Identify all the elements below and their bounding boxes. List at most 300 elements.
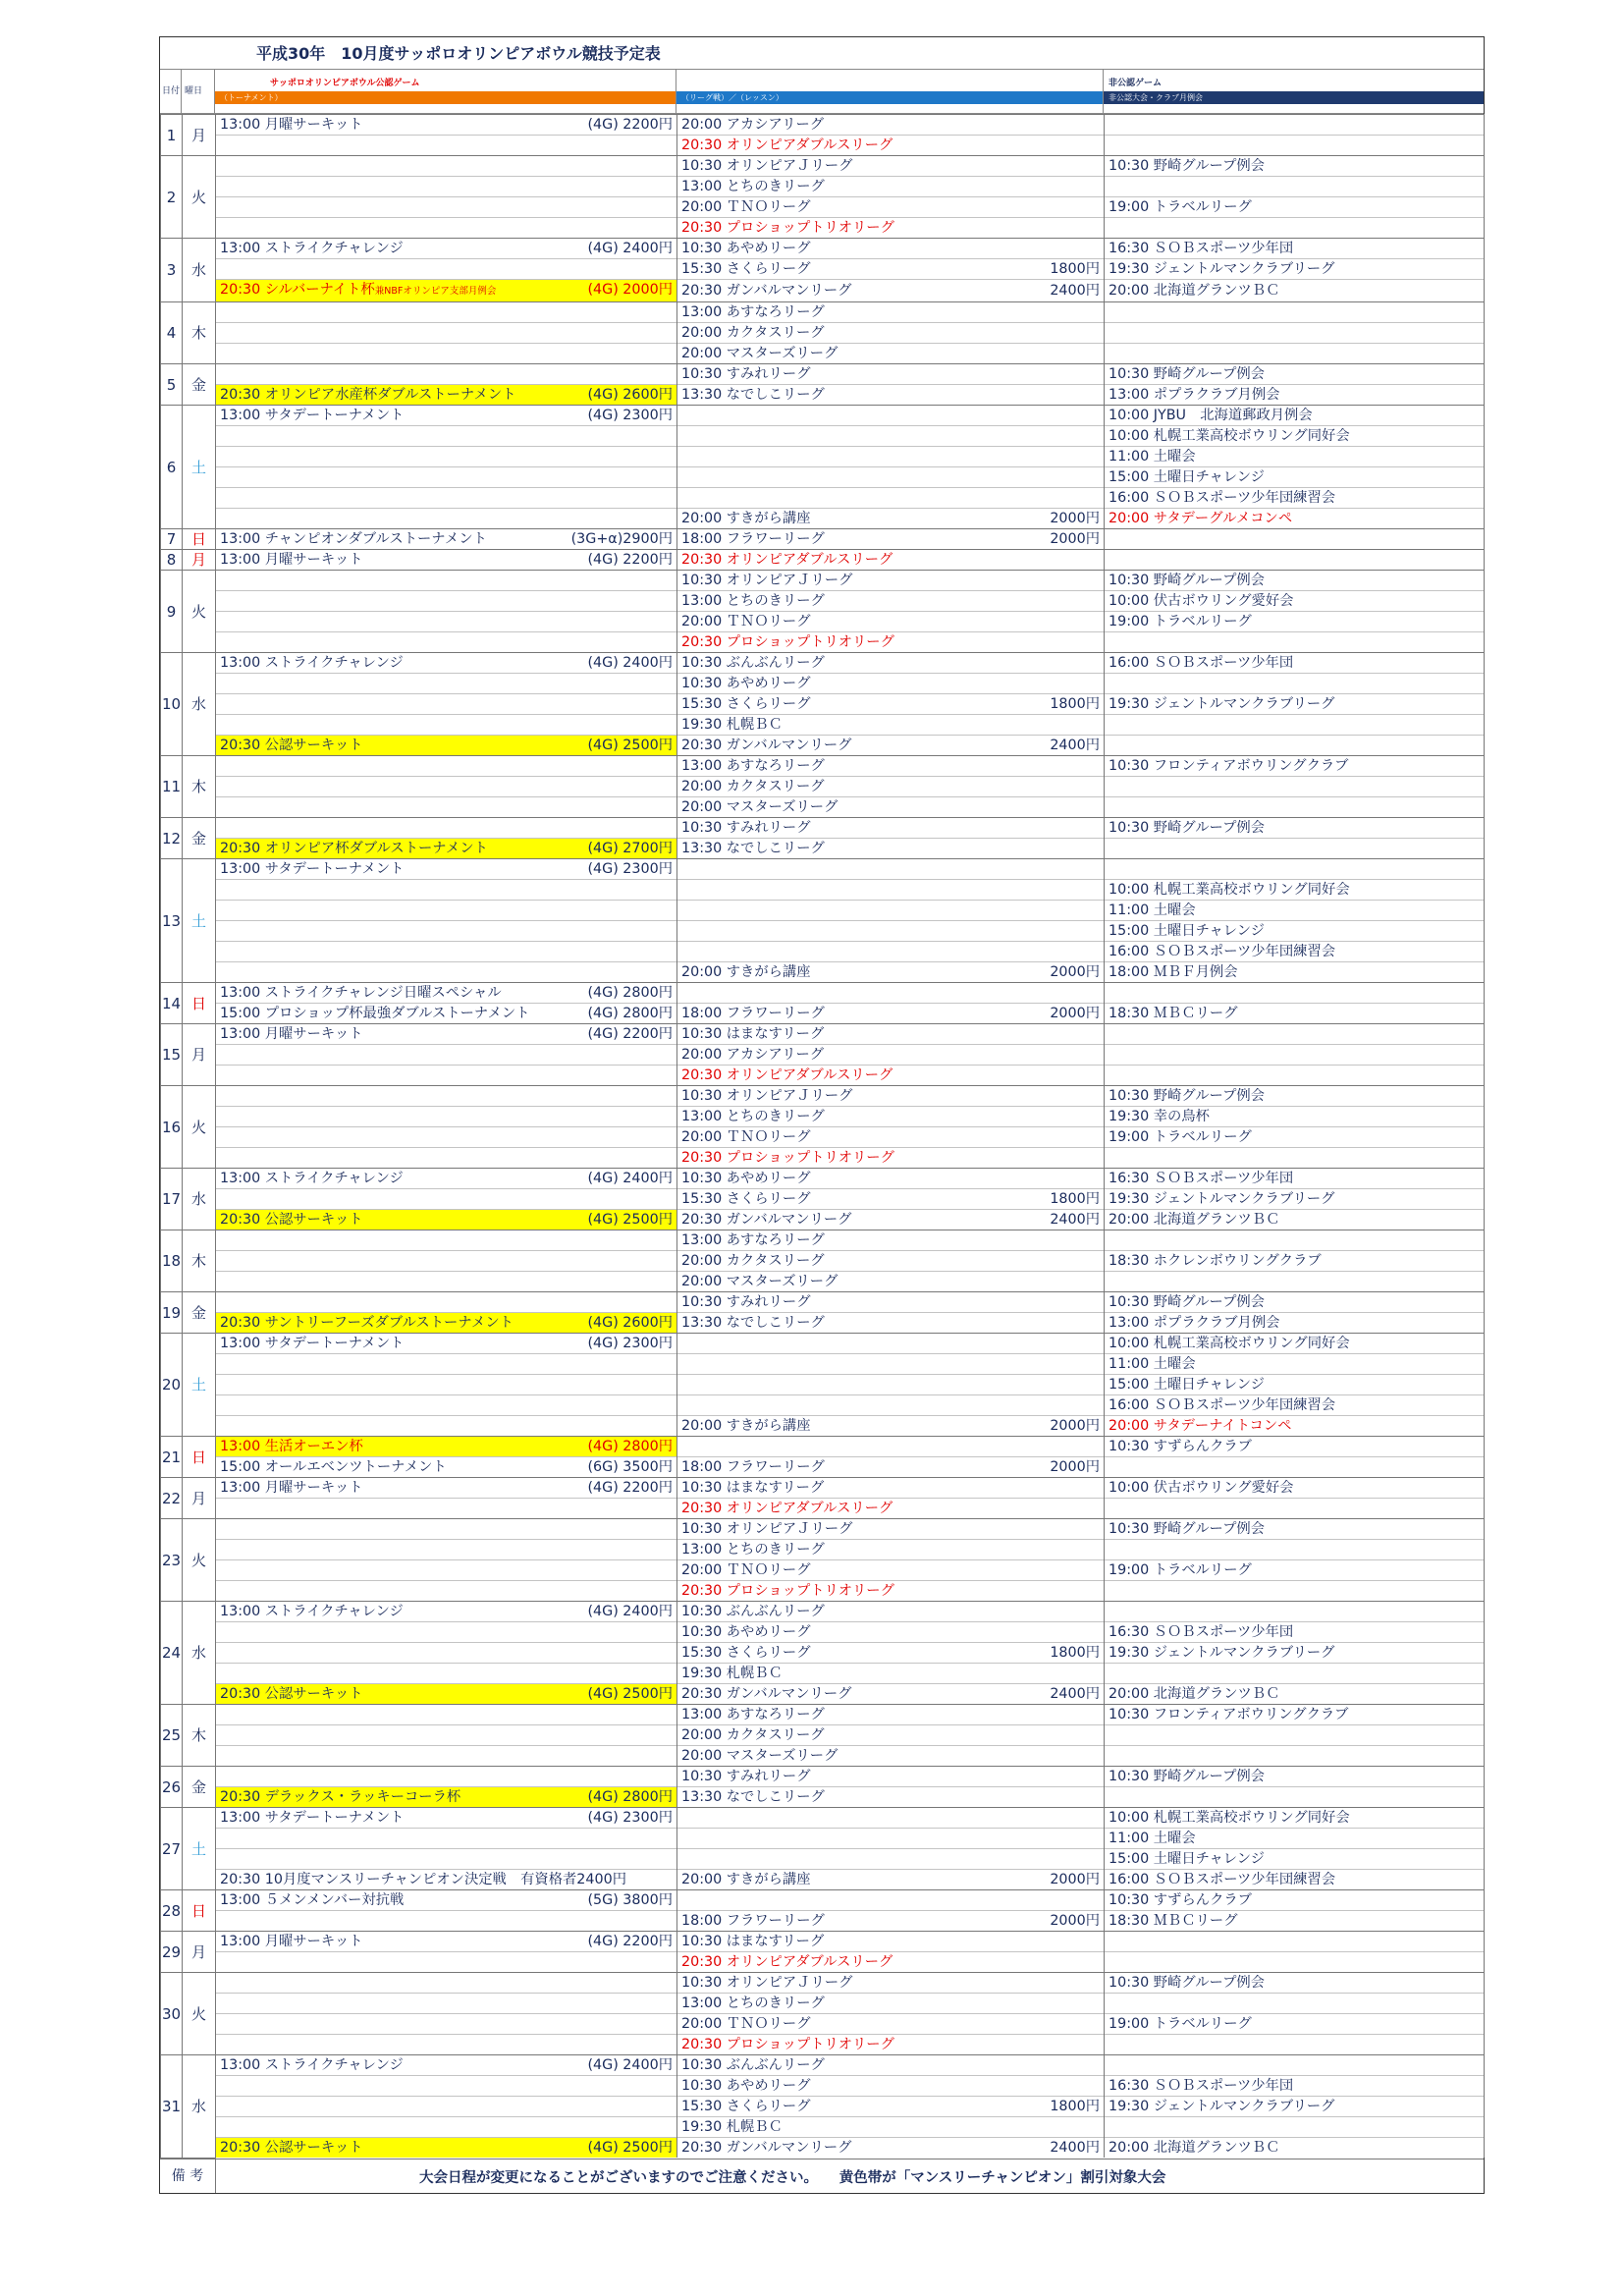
unofficial-cell	[1105, 1581, 1485, 1602]
event-name: 15:30 さくらリーグ	[681, 696, 811, 712]
event-name: 20:00 北海道グランツＢＣ	[1109, 1686, 1280, 1702]
league-cell	[677, 1334, 1105, 1354]
unofficial-cell	[1105, 1334, 1485, 1354]
league-cell	[677, 839, 1105, 859]
event-price: 2400円	[1050, 1212, 1100, 1228]
league-cell	[677, 1767, 1105, 1787]
schedule-row	[161, 1437, 1485, 1457]
schedule-row	[161, 467, 1485, 488]
unofficial-cell	[1105, 674, 1485, 694]
league-cell	[677, 797, 1105, 818]
league-cell	[677, 1066, 1105, 1086]
tournament-cell	[216, 406, 677, 426]
league-cell	[677, 239, 1105, 259]
event-name: 11:00 土曜会	[1109, 449, 1196, 465]
league-cell	[677, 1952, 1105, 1973]
event-name: 10:00 札幌工業高校ボウリング同好会	[1109, 882, 1350, 898]
tournament-cell	[216, 2117, 677, 2138]
event-name: 19:30 ジェントルマンクラブリーグ	[1109, 1645, 1335, 1661]
unofficial-cell	[1105, 1354, 1485, 1375]
event-name: 10:30 オリンピアＪリーグ	[681, 1975, 853, 1991]
date-cell: 4	[161, 302, 183, 364]
schedule-row	[161, 156, 1485, 177]
event-name: 20:00 アカシアリーグ	[681, 117, 825, 133]
tournament-cell	[216, 962, 677, 983]
event-price: 2000円	[1050, 1459, 1100, 1475]
unofficial-cell	[1105, 529, 1485, 550]
tournament-cell	[216, 1230, 677, 1251]
league-cell	[677, 1849, 1105, 1870]
unofficial-sub-label: 非公認大会・クラブ月例会	[1104, 91, 1484, 104]
event-name: 20:30 公認サーキット	[220, 1212, 363, 1228]
schedule-row	[161, 1643, 1485, 1664]
league-cell	[677, 259, 1105, 280]
event-name: 10:30 すずらんクラブ	[1109, 1892, 1252, 1908]
schedule-row	[161, 591, 1485, 612]
event-name: 19:30 ジェントルマンクラブリーグ	[1109, 261, 1335, 277]
tournament-cell	[216, 1395, 677, 1416]
schedule-row	[161, 1499, 1485, 1519]
unofficial-cell	[1105, 1829, 1485, 1849]
schedule-row	[161, 1911, 1485, 1932]
event-name: 20:00 マスターズリーグ	[681, 1274, 839, 1289]
unofficial-cell	[1105, 1808, 1485, 1829]
event-name: 10:00 伏古ボウリング愛好会	[1109, 1480, 1294, 1496]
unofficial-cell	[1105, 1148, 1485, 1169]
event-name: 10:30 フロンティアボウリングクラブ	[1109, 758, 1349, 774]
unofficial-cell	[1105, 385, 1485, 406]
event-name: 10:30 オリンピアＪリーグ	[681, 1521, 853, 1537]
event-name: 13:00 月曜サーキット	[220, 552, 363, 568]
tournament-cell	[216, 983, 677, 1004]
league-cell	[677, 302, 1105, 323]
unofficial-cell	[1105, 1127, 1485, 1148]
event-name: 18:30 ホクレンボウリングクラブ	[1109, 1253, 1322, 1269]
league-cell	[677, 1004, 1105, 1024]
unofficial-cell	[1105, 259, 1485, 280]
league-cell	[677, 509, 1105, 529]
event-price: (4G) 2500円	[587, 1686, 673, 1702]
schedule-row	[161, 2097, 1485, 2117]
league-cell	[677, 385, 1105, 406]
date-cell: 14	[161, 983, 183, 1024]
event-name: 13:00 とちのきリーグ	[681, 179, 825, 194]
league-cell	[677, 218, 1105, 239]
schedule-row	[161, 942, 1485, 962]
league-cell	[677, 1292, 1105, 1313]
league-cell	[677, 1994, 1105, 2014]
tournament-cell	[216, 1870, 677, 1890]
event-name: 20:30 ガンバルマンリーグ	[681, 283, 852, 299]
unofficial-cell	[1105, 962, 1485, 983]
unofficial-cell	[1105, 797, 1485, 818]
tournament-cell	[216, 839, 677, 859]
league-cell	[677, 1189, 1105, 1210]
schedule-row	[161, 529, 1485, 550]
event-name: 10:30 野崎グループ例会	[1109, 158, 1265, 174]
league-cell	[677, 2076, 1105, 2097]
schedule-body	[161, 115, 1485, 2159]
event-name: 13:00 チャンピオンダブルストーナメント	[220, 531, 487, 547]
tournament-cell	[216, 1705, 677, 1725]
event-price: (4G) 2800円	[587, 1006, 673, 1021]
league-cell	[677, 136, 1105, 156]
event-name: 19:30 札幌ＢＣ	[681, 717, 783, 733]
unofficial-cell	[1105, 1189, 1485, 1210]
event-name: 20:30 オリンピアダブルスリーグ	[681, 1501, 893, 1516]
tournament-cell	[216, 550, 677, 571]
event-name: 13:00 とちのきリーグ	[681, 593, 825, 609]
league-cell	[677, 1787, 1105, 1808]
event-name: 20:00 アカシアリーグ	[681, 1047, 825, 1063]
official-games-label: サッポロオリンピアボウル公認ゲーム	[270, 79, 420, 88]
unofficial-cell	[1105, 942, 1485, 962]
tournament-cell	[216, 1375, 677, 1395]
event-name: 20:30 公認サーキット	[220, 2140, 363, 2156]
event-name: 10:30 野崎グループ例会	[1109, 1769, 1265, 1784]
schedule-row	[161, 1622, 1485, 1643]
tournament-cell	[216, 901, 677, 921]
event-name: 10:30 はまなすリーグ	[681, 1026, 825, 1042]
unofficial-cell	[1105, 1602, 1485, 1622]
weekday-cell: 土	[183, 1808, 216, 1890]
schedule-row	[161, 694, 1485, 715]
league-cell	[677, 901, 1105, 921]
tournament-cell	[216, 1334, 677, 1354]
schedule-row	[161, 797, 1485, 818]
league-cell	[677, 736, 1105, 756]
unofficial-cell	[1105, 2117, 1485, 2138]
league-cell	[677, 591, 1105, 612]
unofficial-cell	[1105, 901, 1485, 921]
date-cell: 8	[161, 550, 183, 571]
schedule-row	[161, 1602, 1485, 1622]
event-name: 10:30 野崎グループ例会	[1109, 366, 1265, 382]
league-cell	[677, 488, 1105, 509]
schedule-row	[161, 406, 1485, 426]
league-cell	[677, 1643, 1105, 1664]
league-cell	[677, 674, 1105, 694]
schedule-row	[161, 1024, 1485, 1045]
tournament-cell	[216, 571, 677, 591]
event-price: (5G) 3800円	[587, 1892, 673, 1908]
event-name: 10:30 あやめリーグ	[681, 2078, 811, 2094]
unofficial-cell	[1105, 1457, 1485, 1478]
event-name: 16:30 ＳＯＢスポーツ少年団	[1109, 2078, 1294, 2094]
tournament-cell	[216, 1313, 677, 1334]
schedule-row	[161, 280, 1485, 302]
tournament-cell	[216, 777, 677, 797]
event-name: 19:00 トラベルリーグ	[1109, 199, 1252, 215]
event-name: 10:30 はまなすリーグ	[681, 1480, 825, 1496]
tournament-cell	[216, 1911, 677, 1932]
date-cell: 12	[161, 818, 183, 859]
league-cell	[677, 1272, 1105, 1292]
schedule-row	[161, 1354, 1485, 1375]
weekday-cell: 金	[183, 1767, 216, 1808]
league-cell	[677, 2097, 1105, 2117]
schedule-row	[161, 715, 1485, 736]
tournament-cell	[216, 1045, 677, 1066]
date-cell: 15	[161, 1024, 183, 1086]
event-price: 2000円	[1050, 1913, 1100, 1929]
schedule-row	[161, 1787, 1485, 1808]
unofficial-cell	[1105, 364, 1485, 385]
league-cell	[677, 983, 1105, 1004]
event-name: 20:30 オリンピアダブルスリーグ	[681, 1954, 893, 1970]
unofficial-cell	[1105, 280, 1485, 302]
tournament-cell	[216, 1519, 677, 1540]
unofficial-cell	[1105, 1849, 1485, 1870]
weekday-cell: 火	[183, 1973, 216, 2055]
league-label: （リーグ戦）／（レッスン）	[676, 91, 1103, 104]
schedule-row	[161, 1746, 1485, 1767]
unofficial-cell	[1105, 218, 1485, 239]
event-price: 2400円	[1050, 283, 1100, 299]
event-name: 10:30 野崎グループ例会	[1109, 1294, 1265, 1310]
weekday-cell: 火	[183, 1519, 216, 1602]
weekday-cell: 金	[183, 364, 216, 406]
event-name: 19:30 ジェントルマンクラブリーグ	[1109, 696, 1335, 712]
event-name: 10:30 野崎グループ例会	[1109, 1088, 1265, 1104]
event-name: 10:30 野崎グループ例会	[1109, 1521, 1265, 1537]
league-cell	[677, 1602, 1105, 1622]
event-name: 18:00 フラワーリーグ	[681, 1006, 825, 1021]
league-cell	[677, 1932, 1105, 1952]
unofficial-cell	[1105, 2076, 1485, 2097]
event-name: 16:00 ＳＯＢスポーツ少年団	[1109, 655, 1294, 671]
event-name: 10:30 オリンピアＪリーグ	[681, 1088, 853, 1104]
tournament-cell	[216, 880, 677, 901]
event-name: 10:30 すみれリーグ	[681, 1769, 811, 1784]
event-name: 19:00 トラベルリーグ	[1109, 2016, 1252, 2032]
event-name: 13:00 サタデートーナメント	[220, 861, 405, 877]
event-name: 10:30 すみれリーグ	[681, 820, 811, 836]
league-column-header	[676, 70, 1104, 113]
event-name: 13:00 ストライクチャレンジ	[220, 241, 404, 256]
tournament-cell	[216, 756, 677, 777]
event-name: 13:00 ストライクチャレンジ日曜スペシャル	[220, 985, 502, 1001]
schedule-row	[161, 1457, 1485, 1478]
league-cell	[677, 1519, 1105, 1540]
schedule-row	[161, 1952, 1485, 1973]
event-price: 2000円	[1050, 1006, 1100, 1021]
event-name: 20:30 オリンピアダブルスリーグ	[681, 137, 893, 153]
weekday-cell: 水	[183, 653, 216, 756]
league-cell	[677, 942, 1105, 962]
event-name: 20:30 ガンバルマンリーグ	[681, 1686, 852, 1702]
league-cell	[677, 1890, 1105, 1911]
schedule-row	[161, 1684, 1485, 1705]
tournament-cell	[216, 1849, 677, 1870]
weekday-cell: 木	[183, 1230, 216, 1292]
schedule-row	[161, 197, 1485, 218]
event-name: 13:00 とちのきリーグ	[681, 1995, 825, 2011]
tournament-cell	[216, 385, 677, 406]
event-price: (4G) 2800円	[587, 985, 673, 1001]
event-price: (4G) 2400円	[587, 655, 673, 671]
event-price: (4G) 2400円	[587, 1171, 673, 1186]
weekday-cell: 日	[183, 1437, 216, 1478]
unofficial-cell	[1105, 1437, 1485, 1457]
date-cell: 27	[161, 1808, 183, 1890]
schedule-row	[161, 818, 1485, 839]
event-name: 20:00 カクタスリーグ	[681, 779, 825, 794]
event-name: 13:30 なでしこリーグ	[681, 387, 825, 403]
unofficial-cell	[1105, 1560, 1485, 1581]
unofficial-cell	[1105, 447, 1485, 467]
schedule-row	[161, 364, 1485, 385]
league-cell	[677, 1313, 1105, 1334]
tournament-cell	[216, 1086, 677, 1107]
event-name: 20:30 10月度マンスリーチャンピオン決定戦 有資格者2400円	[220, 1872, 626, 1887]
tournament-cell	[216, 942, 677, 962]
tournament-cell	[216, 1602, 677, 1622]
event-name: 20:00 ＴＮＯリーグ	[681, 1129, 811, 1145]
tournament-cell	[216, 1973, 677, 1994]
league-cell	[677, 1127, 1105, 1148]
event-price: (4G) 2200円	[587, 117, 673, 133]
schedule-row	[161, 1560, 1485, 1581]
schedule-row	[161, 1272, 1485, 1292]
league-cell	[677, 1829, 1105, 1849]
unofficial-cell	[1105, 1973, 1485, 1994]
event-name: 19:00 トラベルリーグ	[1109, 1562, 1252, 1578]
tournament-cell	[216, 1540, 677, 1560]
event-name: 15:00 土曜日チャレンジ	[1109, 1377, 1265, 1393]
unofficial-cell	[1105, 632, 1485, 653]
tournament-cell	[216, 1994, 677, 2014]
tournament-cell	[216, 323, 677, 344]
event-price: (4G) 2600円	[587, 1315, 673, 1331]
unofficial-cell	[1105, 1499, 1485, 1519]
tournament-cell	[216, 447, 677, 467]
event-name: 20:00 カクタスリーグ	[681, 1253, 825, 1269]
schedule-row	[161, 1334, 1485, 1354]
event-name: 10:30 すずらんクラブ	[1109, 1439, 1252, 1454]
date-cell: 7	[161, 529, 183, 550]
schedule-row	[161, 488, 1485, 509]
schedule-row	[161, 426, 1485, 447]
weekday-cell: 月	[183, 1024, 216, 1086]
event-name: 18:30 ＭＢＣリーグ	[1109, 1006, 1238, 1021]
weekday-cell: 日	[183, 1890, 216, 1932]
league-cell	[677, 2117, 1105, 2138]
schedule-row	[161, 612, 1485, 632]
event-name: 15:30 さくらリーグ	[681, 261, 811, 277]
unofficial-cell	[1105, 880, 1485, 901]
schedule-row	[161, 1808, 1485, 1829]
date-cell: 16	[161, 1086, 183, 1169]
unofficial-cell	[1105, 1313, 1485, 1334]
event-name: 19:30 幸の鳥杯	[1109, 1109, 1210, 1124]
unofficial-games-label: 非公認ゲーム	[1109, 79, 1163, 88]
event-price: 1800円	[1050, 2099, 1100, 2114]
tournament-cell	[216, 218, 677, 239]
league-cell	[677, 880, 1105, 901]
unofficial-cell	[1105, 818, 1485, 839]
event-name: 13:00 とちのきリーグ	[681, 1109, 825, 1124]
date-cell: 19	[161, 1292, 183, 1334]
tournament-cell	[216, 1272, 677, 1292]
league-cell	[677, 632, 1105, 653]
event-price: (4G) 2200円	[587, 552, 673, 568]
league-cell	[677, 962, 1105, 983]
unofficial-cell	[1105, 1024, 1485, 1045]
event-name: 13:00 月曜サーキット	[220, 117, 363, 133]
tournament-label: （トーナメント）	[215, 91, 676, 104]
date-cell: 21	[161, 1437, 183, 1478]
tournament-cell	[216, 921, 677, 942]
schedule-row	[161, 880, 1485, 901]
league-cell	[677, 1911, 1105, 1932]
schedule-row	[161, 1870, 1485, 1890]
schedule-row	[161, 653, 1485, 674]
unofficial-cell	[1105, 1643, 1485, 1664]
event-price: (4G) 2200円	[587, 1480, 673, 1496]
event-name: 20:00 すきがら講座	[681, 1418, 811, 1434]
tournament-cell	[216, 488, 677, 509]
unofficial-cell	[1105, 302, 1485, 323]
league-cell	[677, 1045, 1105, 1066]
event-name: 19:00 トラベルリーグ	[1109, 614, 1252, 629]
schedule-row	[161, 1189, 1485, 1210]
tournament-cell	[216, 364, 677, 385]
event-price: (4G) 2400円	[587, 1604, 673, 1619]
table-header	[160, 70, 1484, 114]
unofficial-cell	[1105, 756, 1485, 777]
event-price: (4G) 2400円	[587, 2057, 673, 2073]
league-cell	[677, 323, 1105, 344]
league-cell	[677, 1107, 1105, 1127]
schedule-row	[161, 2055, 1485, 2076]
event-name: 10:30 すみれリーグ	[681, 1294, 811, 1310]
event-name: 19:30 札幌ＢＣ	[681, 1666, 783, 1681]
league-cell	[677, 1746, 1105, 1767]
event-name: 10:30 あやめリーグ	[681, 676, 811, 691]
event-name: 16:00 ＳＯＢスポーツ少年団練習会	[1109, 490, 1336, 506]
event-price: (4G) 2200円	[587, 1026, 673, 1042]
schedule-row	[161, 736, 1485, 756]
event-price: 1800円	[1050, 1191, 1100, 1207]
event-name: 20:00 サタデーグルメコンペ	[1109, 511, 1293, 526]
weekday-cell: 水	[183, 1602, 216, 1705]
event-name: 15:30 さくらリーグ	[681, 1191, 811, 1207]
event-name: 10:00 JYBU 北海道郵政月例会	[1109, 408, 1313, 423]
unofficial-cell	[1105, 239, 1485, 259]
event-name: 20:30 公認サーキット	[220, 1686, 363, 1702]
date-cell: 9	[161, 571, 183, 653]
unofficial-cell	[1105, 467, 1485, 488]
event-price: 2000円	[1050, 531, 1100, 547]
event-name: 15:00 土曜日チャレンジ	[1109, 469, 1265, 485]
event-name: 20:00 すきがら講座	[681, 964, 811, 980]
event-name: 11:00 土曜会	[1109, 1831, 1196, 1846]
event-price: (4G) 2800円	[587, 1439, 673, 1454]
event-name: 20:00 北海道グランツＢＣ	[1109, 1212, 1280, 1228]
event-name: 10:30 オリンピアＪリーグ	[681, 158, 853, 174]
schedule-row	[161, 1725, 1485, 1746]
schedule-row	[161, 571, 1485, 591]
league-cell	[677, 756, 1105, 777]
event-price: 2400円	[1050, 738, 1100, 753]
league-cell	[677, 177, 1105, 197]
schedule-row	[161, 1581, 1485, 1602]
event-name: 19:00 トラベルリーグ	[1109, 1129, 1252, 1145]
event-price: (4G) 2000円	[587, 282, 673, 298]
tournament-cell	[216, 1952, 677, 1973]
event-name: 18:00 フラワーリーグ	[681, 531, 825, 547]
